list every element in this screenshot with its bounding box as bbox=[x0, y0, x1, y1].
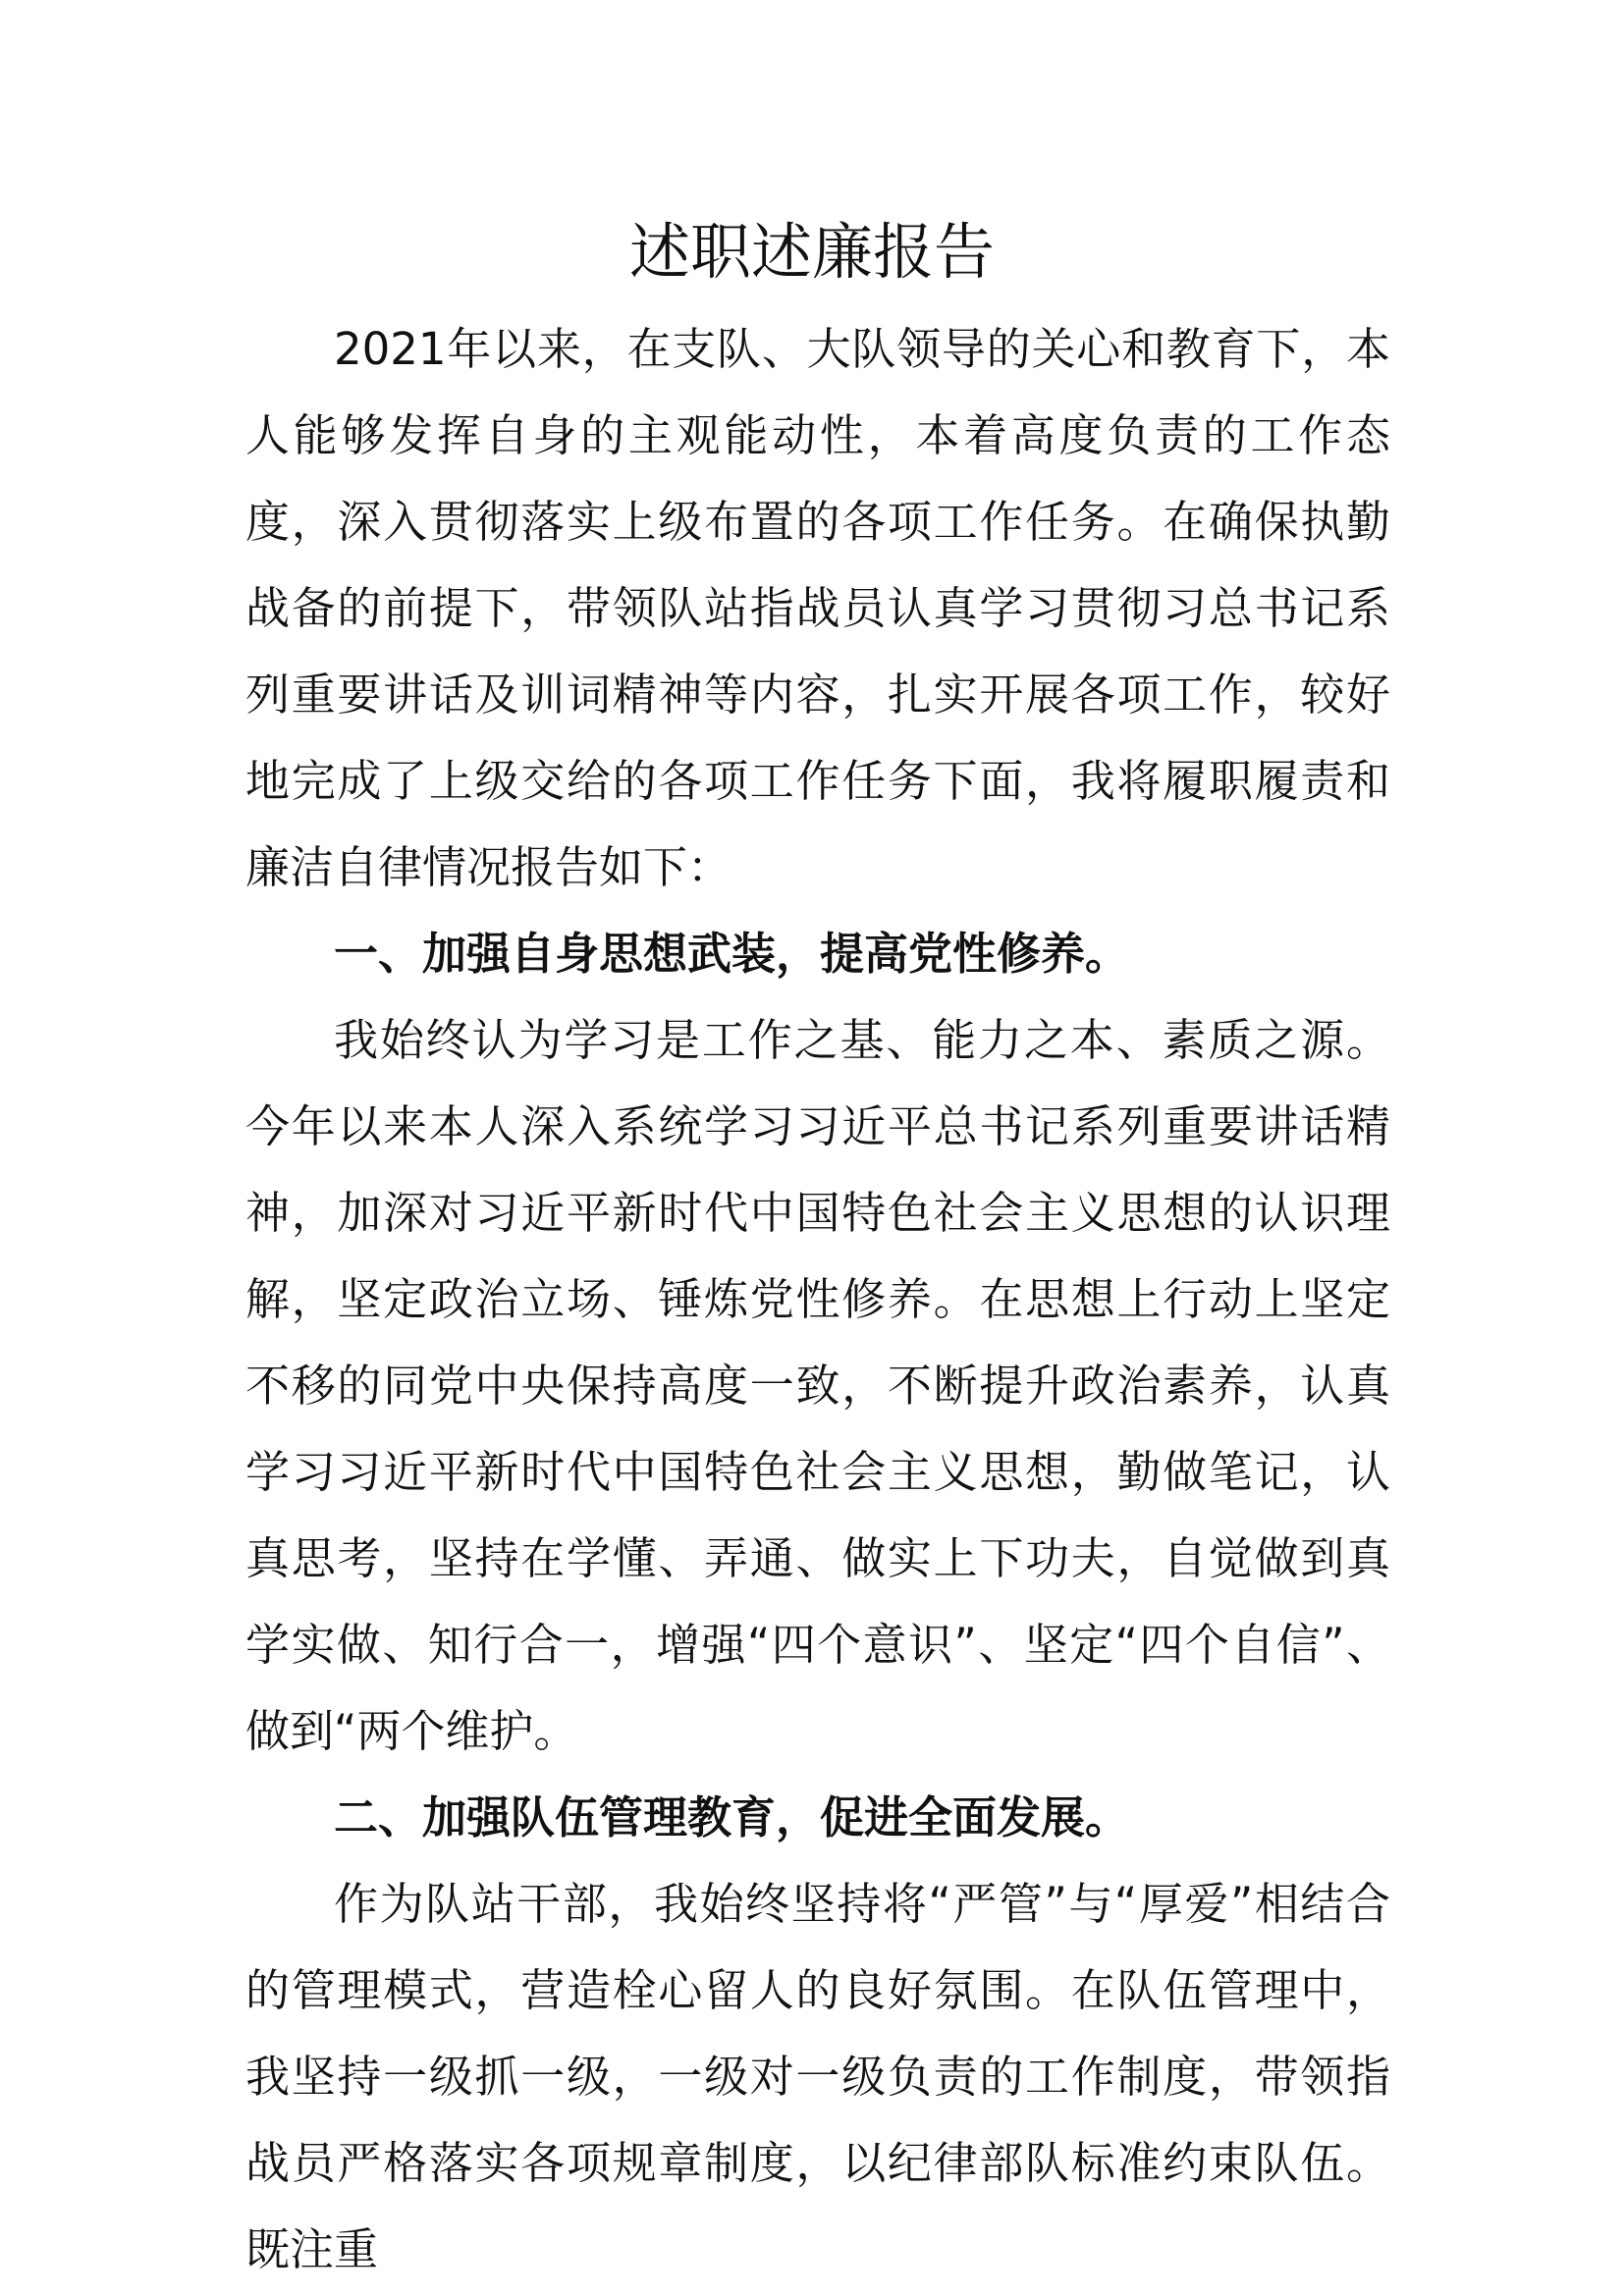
document-body bbox=[245, 306, 1390, 2293]
section-heading-1: 一、加强自身思想武装，提高党性修养。 bbox=[334, 928, 1130, 980]
paragraph-section-1: 我始终认为学习是工作之基、能力之本、素质之源。今年以来本人深入系统学习习近平总书记系列重要讲话精神，加深对习近平新时代中国特色社会主义思想的认识理解，坚定政治立场、锤炼党性修养。在思想上行动上坚定不移的同党中央保持高度一致，不断提升政治素养，认真学习习近平新时代中国特色社会主义思想，勤做笔记，认真思考，坚持在学懂、弄通、做实上下功夫，自觉做到真学实做、知行合一，增强“四个意识”、坚定“四个自信”、做到“两个维护。 bbox=[245, 1014, 1390, 1757]
paragraph-intro: 2021年以来，在支队、大队领导的关心和教育下，本人能够发挥自身的主观能动性，本着高度负责的工作态度，深入贯彻落实上级布置的各项工作任务。在确保执勤战备的前提下，带领队站指战员认真学习贯彻习总书记系列重要讲话及训词精神等内容，扎实开展各项工作，较好地完成了上级交给的各项工作任务下面，我将履职履责和廉洁自律情况报告如下： bbox=[245, 323, 1390, 893]
section-heading-2: 二、加强队伍管理教育，促进全面发展。 bbox=[334, 1791, 1130, 1843]
paragraph-section-2: 作为队站干部，我始终坚持将“严管”与“厚爱”相结合的管理模式，营造栓心留人的良好氛围。在队伍管理中，我坚持一级抓一级，一级对一级负责的工作制度，带领指战员严格落实各项规章制度，以纪律部队标准约束队伍。既注重 bbox=[245, 1878, 1390, 2275]
document-title: 述职述廉报告 bbox=[628, 216, 995, 288]
